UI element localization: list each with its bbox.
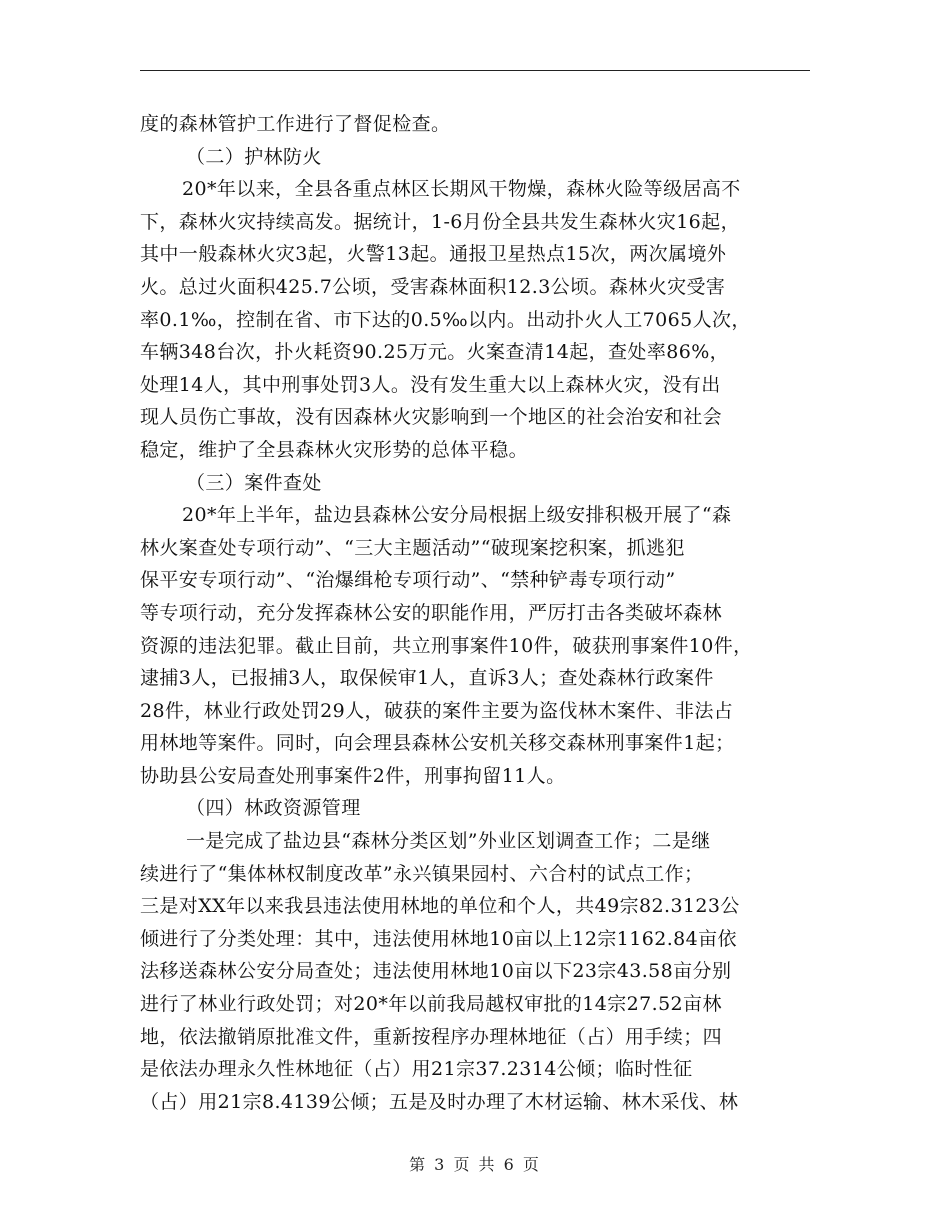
section-heading-case-handling: （三）案件查处 <box>186 471 322 494</box>
text-line: 三是对XX年以来我县违法使用林地的单位和个人，共49宗82.3123公 <box>140 895 740 918</box>
document-body <box>140 108 812 1118</box>
header-rule <box>140 70 810 71</box>
text-line: 是依法办理永久性林地征（占）用21宗37.2314公倾；临时性征 <box>140 1058 693 1081</box>
text-line: 林火案查处专项行动”、“三大主题活动”“破现案挖积案，抓逃犯 <box>140 536 685 559</box>
text-line: 火。总过火面积425.7公顷，受害森林面积12.3公顷。森林火灾受害 <box>140 275 726 298</box>
text-line: （占）用21宗8.4139公倾；五是及时办理了木材运输、林木采伐、林 <box>140 1090 739 1113</box>
text-line: 处理14人，其中刑事处罚3人。没有发生重大以上森林火灾，没有出 <box>140 373 721 396</box>
section-heading-forest-resource-management: （四）林政资源管理 <box>186 797 361 820</box>
text-line: 度的森林管护工作进行了督促检查。 <box>140 113 451 135</box>
page-number-footer: 第 3 页 共 6 页 <box>409 1155 541 1174</box>
text-line: 逮捕3人，已报捕3人，取保候审1人，直诉3人；查处森林行政案件 <box>140 667 714 690</box>
text-line: 保平安专项行动”、“治爆缉枪专项行动”、“禁种铲毒专项行动” <box>140 569 676 592</box>
text-line: 资源的违法犯罪。截止目前，共立刑事案件10件，破获刑事案件10件， <box>140 634 753 657</box>
text-line: 协助县公安局查处刑事案件2件，刑事拘留11人。 <box>140 764 566 787</box>
text-line: 现人员伤亡事故，没有因森林火灾影响到一个地区的社会治安和社会 <box>140 406 723 429</box>
text-line: 进行了林业行政处罚；对20*年以前我局越权审批的14宗27.52亩林 <box>140 993 722 1016</box>
text-line: 稳定，维护了全县森林火灾形势的总体平稳。 <box>140 438 529 461</box>
text-line: 率0.1‰，控制在省、市下达的0.5‰以内。出动扑火人工7065人次， <box>140 308 751 331</box>
text-line: 倾进行了分类处理：其中，违法使用林地10亩以上12宗1162.84亩依 <box>140 927 737 950</box>
text-line: 20*年以来，全县各重点林区长期风干物燥，森林火险等级居高不 <box>182 178 741 201</box>
text-line: 28件，林业行政处罚29人，破获的案件主要为盗伐林木案件、非法占 <box>140 699 734 722</box>
text-line: 续进行了“集体林权制度改革”永兴镇果园村、六合村的试点工作； <box>140 862 704 885</box>
text-line: 法移送森林公安分局查处；违法使用林地10亩以下23宗43.58亩分别 <box>140 960 732 983</box>
text-line: 等专项行动，充分发挥森林公安的职能作用，严厉打击各类破坏森林 <box>140 601 723 624</box>
text-line: 其中一般森林火灾3起，火警13起。通报卫星热点15次，两次属境外 <box>140 243 727 266</box>
section-heading-fire-prevention: （二）护林防火 <box>186 145 322 168</box>
text-line: 20*年上半年，盐边县森林公安分局根据上级安排积极开展了“森 <box>182 504 732 527</box>
text-line: 一是完成了盐边县“森林分类区划”外业区划调查工作；二是继 <box>186 830 711 853</box>
text-line: 地，依法撤销原批准文件，重新按程序办理林地征（占）用手续；四 <box>140 1025 723 1048</box>
text-line: 下，森林火灾持续高发。据统计，1-6月份全县共发生森林火灾16起， <box>140 210 740 233</box>
text-line: 用林地等案件。同时，向会理县森林公安机关移交森林刑事案件1起； <box>140 732 735 755</box>
text-line: 车辆348台次，扑火耗资90.25万元。火案查清14起，查处率86%， <box>140 341 730 364</box>
